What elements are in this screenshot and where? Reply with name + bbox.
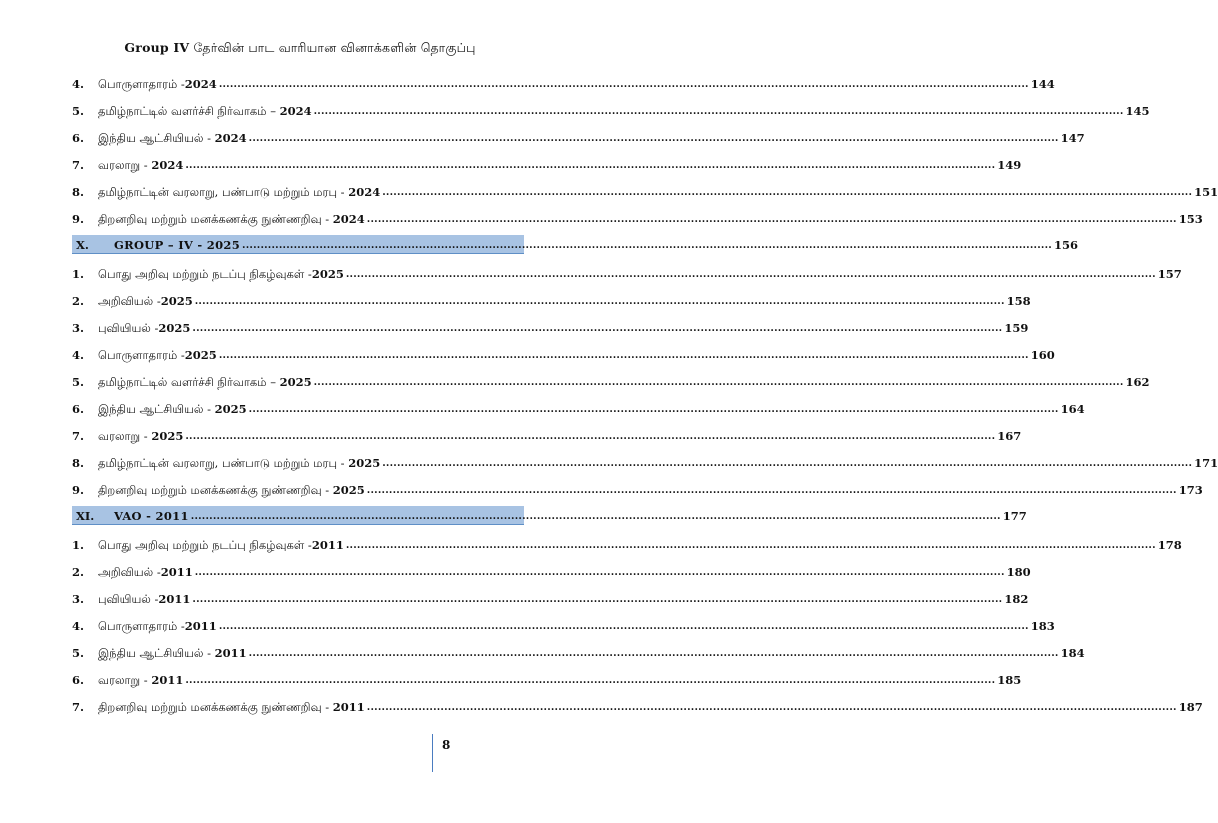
toc-row[interactable]	[72, 425, 1022, 444]
toc-row[interactable]	[72, 154, 1022, 173]
toc-entry-title-ta: வரலாறு -	[98, 429, 152, 443]
toc-entry-number: 4.	[72, 77, 85, 91]
toc-row[interactable]	[72, 588, 1029, 607]
toc-entry-number: 7.	[72, 429, 85, 443]
toc-dot-leader: ............................................................................................................................................................................................................................	[194, 296, 1005, 307]
toc-entry-number: 6.	[72, 131, 85, 145]
toc-entry-title-en: 2024	[332, 212, 365, 226]
toc-dot-leader: ............................................................................................................................................................................................................................	[242, 240, 1052, 251]
toc-entry-number: 7.	[72, 158, 85, 172]
toc-entry-title	[98, 565, 195, 580]
toc-entry-number: 5.	[72, 375, 85, 389]
toc-row[interactable]	[72, 208, 1203, 227]
toc-entry-title-en: 2011	[311, 538, 344, 552]
toc-row[interactable]	[72, 642, 1085, 661]
toc-page-number: 177	[1002, 509, 1027, 523]
toc-entry-title	[98, 375, 314, 390]
toc-entry-number: X.	[76, 238, 89, 252]
toc-entry-title-en: 2024	[348, 185, 381, 199]
toc-row[interactable]	[72, 696, 1203, 715]
toc-entry-number: 2.	[72, 294, 85, 308]
toc-entry-title	[114, 238, 242, 253]
toc-entry-title	[98, 429, 185, 444]
toc-page-number: 160	[1030, 348, 1055, 362]
toc-entry-number: 9.	[72, 212, 85, 226]
toc-entry-title-en: 2025	[160, 294, 193, 308]
toc-dot-leader: ............................................................................................................................................................................................................................	[366, 214, 1177, 225]
toc-page-number: 157	[1157, 267, 1182, 281]
toc-entry-title	[98, 348, 219, 363]
toc-page-number: 162	[1125, 375, 1150, 389]
toc-entry-title	[98, 131, 249, 146]
toc-entry-title-ta: அறிவியல் -	[98, 565, 161, 579]
toc-entry-number: 7.	[72, 700, 85, 714]
toc-page-number: 151	[1194, 185, 1218, 199]
toc-entry-title	[98, 700, 367, 715]
page-number: 8	[442, 738, 451, 752]
toc-row[interactable]	[72, 615, 1055, 634]
toc-dot-leader: ............................................................................................................................................................................................................................	[185, 431, 996, 442]
toc-page-number: 167	[997, 429, 1022, 443]
toc-entry-title	[98, 158, 185, 173]
toc-entry-title-en: 2025	[311, 267, 344, 281]
toc-entry-title	[98, 77, 219, 92]
toc-entry-title-ta: இந்திய ஆட்சியியல் -	[98, 402, 215, 416]
toc-entry-title	[98, 402, 249, 417]
toc-entry-title-en: 2024	[184, 77, 217, 91]
toc-entry-title-en: 2025	[348, 456, 381, 470]
toc-page-number: 149	[997, 158, 1022, 172]
toc-entry-title-ta: தமிழ்நாட்டில் வளர்ச்சி நிர்வாகம் –	[98, 375, 280, 389]
toc-dot-leader: ............................................................................................................................................................................................................................	[382, 187, 1193, 198]
toc-dot-leader: ............................................................................................................................................................................................................................	[192, 323, 1003, 334]
toc-entry-title-en: GROUP – IV - 2025	[114, 238, 241, 252]
toc-entry-title-en: 2025	[151, 429, 184, 443]
toc-dot-leader: ............................................................................................................................................................................................................................	[248, 133, 1059, 144]
toc-page-number: 184	[1060, 646, 1085, 660]
toc-entry-title	[98, 267, 346, 282]
toc-entry-title-en: VAO - 2011	[114, 509, 189, 523]
toc-row[interactable]	[72, 534, 1182, 553]
toc-entry-title-ta: பொருளாதாரம் -	[98, 619, 185, 633]
toc-page-number: 156	[1053, 238, 1078, 252]
toc-row[interactable]	[72, 73, 1055, 92]
toc-entry-number: 9.	[72, 483, 85, 497]
toc-row[interactable]	[72, 317, 1029, 336]
toc-row[interactable]	[72, 479, 1203, 498]
toc-entry-title-en: 2024	[151, 158, 184, 172]
header-title-ta: தேர்வின் பாட வாரியான வினாக்களின் தொகுப்பு	[189, 40, 476, 55]
toc-entry-title	[98, 185, 382, 200]
toc-entry-title-en: 2011	[158, 592, 191, 606]
toc-entry-title	[114, 509, 191, 524]
toc-entry-number: 8.	[72, 185, 85, 199]
toc-entry-title-ta: தமிழ்நாட்டின் வரலாறு, பண்பாடு மற்றும் மரபு -	[98, 185, 349, 199]
toc-entry-title-en: 2011	[214, 646, 247, 660]
toc-dot-leader: ............................................................................................................................................................................................................................	[218, 350, 1029, 361]
toc-entry-title-en: 2025	[332, 483, 365, 497]
toc-entry-title-ta: தமிழ்நாட்டில் வளர்ச்சி நிர்வாகம் –	[98, 104, 280, 118]
toc-entry-title	[98, 483, 367, 498]
toc-row[interactable]	[72, 181, 1218, 200]
toc-entry-title	[98, 321, 192, 336]
toc-entry-title-ta: திறனறிவு மற்றும் மனக்கணக்கு நுண்ணறிவு -	[98, 212, 333, 226]
toc-entry-number: 1.	[72, 267, 85, 281]
toc-entry-title-ta: புவியியல் -	[98, 592, 159, 606]
toc-entry-title	[98, 294, 195, 309]
toc-entry-title	[98, 592, 192, 607]
toc-page-number: 171	[1194, 456, 1218, 470]
page-header	[0, 40, 600, 57]
toc-entry-number: 5.	[72, 104, 85, 118]
toc-page-number: 147	[1060, 131, 1085, 145]
toc-row[interactable]	[72, 669, 1022, 688]
toc-row[interactable]	[72, 398, 1085, 417]
toc-entry-title-ta: இந்திய ஆட்சியியல் -	[98, 131, 215, 145]
toc-entry-number: 1.	[72, 538, 85, 552]
toc-page-number: 187	[1178, 700, 1203, 714]
toc-page-number: 183	[1030, 619, 1055, 633]
toc-page-number: 144	[1030, 77, 1055, 91]
toc-row[interactable]	[72, 371, 1150, 390]
toc-entry-title-ta: திறனறிவு மற்றும் மனக்கணக்கு நுண்ணறிவு -	[98, 700, 333, 714]
toc-page-number: 178	[1157, 538, 1182, 552]
toc-dot-leader: ............................................................................................................................................................................................................................	[382, 458, 1193, 469]
toc-dot-leader: ............................................................................................................................................................................................................................	[218, 621, 1029, 632]
toc-entry-number: 3.	[72, 592, 85, 606]
toc-entry-title-ta: அறிவியல் -	[98, 294, 161, 308]
toc-entry-title	[98, 104, 314, 119]
toc-entry-title-en: 2011	[160, 565, 193, 579]
toc-entry-title	[98, 646, 249, 661]
footer-divider	[432, 734, 433, 772]
toc-entry-number: 3.	[72, 321, 85, 335]
toc-dot-leader: ............................................................................................................................................................................................................................	[185, 160, 996, 171]
toc-dot-leader: ............................................................................................................................................................................................................................	[248, 648, 1059, 659]
toc-dot-leader: ............................................................................................................................................................................................................................	[313, 377, 1124, 388]
toc-page-number: 145	[1125, 104, 1150, 118]
toc-entry-number: 8.	[72, 456, 85, 470]
toc-entry-number: 4.	[72, 619, 85, 633]
toc-entry-number: 6.	[72, 673, 85, 687]
header-title-en: Group IV	[124, 40, 190, 55]
toc-page-number: 180	[1006, 565, 1031, 579]
toc-dot-leader: ............................................................................................................................................................................................................................	[190, 511, 1001, 522]
toc-page-number: 173	[1178, 483, 1203, 497]
toc-row[interactable]	[72, 452, 1218, 471]
toc-entry-title-ta: வரலாறு -	[98, 673, 152, 687]
toc-dot-leader: ............................................................................................................................................................................................................................	[192, 594, 1003, 605]
toc-entry-title-en: 2024	[214, 131, 247, 145]
toc-entry-title-ta: பொது அறிவு மற்றும் நடப்பு நிகழ்வுகள் -	[98, 538, 312, 552]
toc-dot-leader: ............................................................................................................................................................................................................................	[313, 106, 1124, 117]
toc-entry-title-en: 2011	[332, 700, 365, 714]
toc-entry-number: XI.	[76, 509, 95, 523]
toc-entry-title-ta: வரலாறு -	[98, 158, 152, 172]
toc-row[interactable]	[72, 100, 1150, 119]
toc-row[interactable]	[72, 290, 1031, 309]
toc-dot-leader: ............................................................................................................................................................................................................................	[185, 675, 996, 686]
toc-entry-title-en: 2025	[214, 402, 247, 416]
toc-entry-number: 6.	[72, 402, 85, 416]
toc-row[interactable]	[72, 263, 1182, 282]
toc-entry-title-ta: பொருளாதாரம் -	[98, 348, 185, 362]
toc-page-number: 182	[1004, 592, 1029, 606]
toc-dot-leader: ............................................................................................................................................................................................................................	[345, 269, 1156, 280]
toc-entry-title-ta: புவியியல் -	[98, 321, 159, 335]
toc-entry-title-en: 2025	[279, 375, 312, 389]
toc-entry-title	[98, 673, 185, 688]
toc-entry-number: 4.	[72, 348, 85, 362]
toc-page-number: 153	[1178, 212, 1203, 226]
toc-page-number: 185	[997, 673, 1022, 687]
toc-dot-leader: ............................................................................................................................................................................................................................	[366, 702, 1177, 713]
toc-page-number: 164	[1060, 402, 1085, 416]
toc-section-row[interactable]	[72, 235, 1078, 254]
toc-page-number: 158	[1006, 294, 1031, 308]
toc-entry-title-en: 2011	[184, 619, 217, 633]
toc-entry-title-ta: பொது அறிவு மற்றும் நடப்பு நிகழ்வுகள் -	[98, 267, 312, 281]
toc-entry-number: 2.	[72, 565, 85, 579]
toc-row[interactable]	[72, 127, 1085, 146]
toc-section-row[interactable]	[72, 506, 1027, 525]
toc-entry-title-ta: திறனறிவு மற்றும் மனக்கணக்கு நுண்ணறிவு -	[98, 483, 333, 497]
toc-dot-leader: ............................................................................................................................................................................................................................	[345, 540, 1156, 551]
table-of-contents	[72, 73, 1218, 723]
toc-dot-leader: ............................................................................................................................................................................................................................	[366, 485, 1177, 496]
toc-entry-number: 5.	[72, 646, 85, 660]
toc-dot-leader: ............................................................................................................................................................................................................................	[194, 567, 1005, 578]
toc-entry-title	[98, 212, 367, 227]
toc-entry-title-ta: பொருளாதாரம் -	[98, 77, 185, 91]
toc-entry-title-ta: தமிழ்நாட்டின் வரலாறு, பண்பாடு மற்றும் மரபு -	[98, 456, 349, 470]
toc-page-number: 159	[1004, 321, 1029, 335]
toc-entry-title-en: 2024	[279, 104, 312, 118]
toc-entry-title-ta: இந்திய ஆட்சியியல் -	[98, 646, 215, 660]
toc-entry-title	[98, 538, 346, 553]
toc-dot-leader: ............................................................................................................................................................................................................................	[248, 404, 1059, 415]
toc-dot-leader: ............................................................................................................................................................................................................................	[218, 79, 1029, 90]
toc-entry-title	[98, 456, 382, 471]
toc-entry-title-en: 2011	[151, 673, 184, 687]
toc-row[interactable]	[72, 561, 1031, 580]
toc-row[interactable]	[72, 344, 1055, 363]
toc-entry-title-en: 2025	[184, 348, 217, 362]
toc-entry-title-en: 2025	[158, 321, 191, 335]
toc-entry-title	[98, 619, 219, 634]
